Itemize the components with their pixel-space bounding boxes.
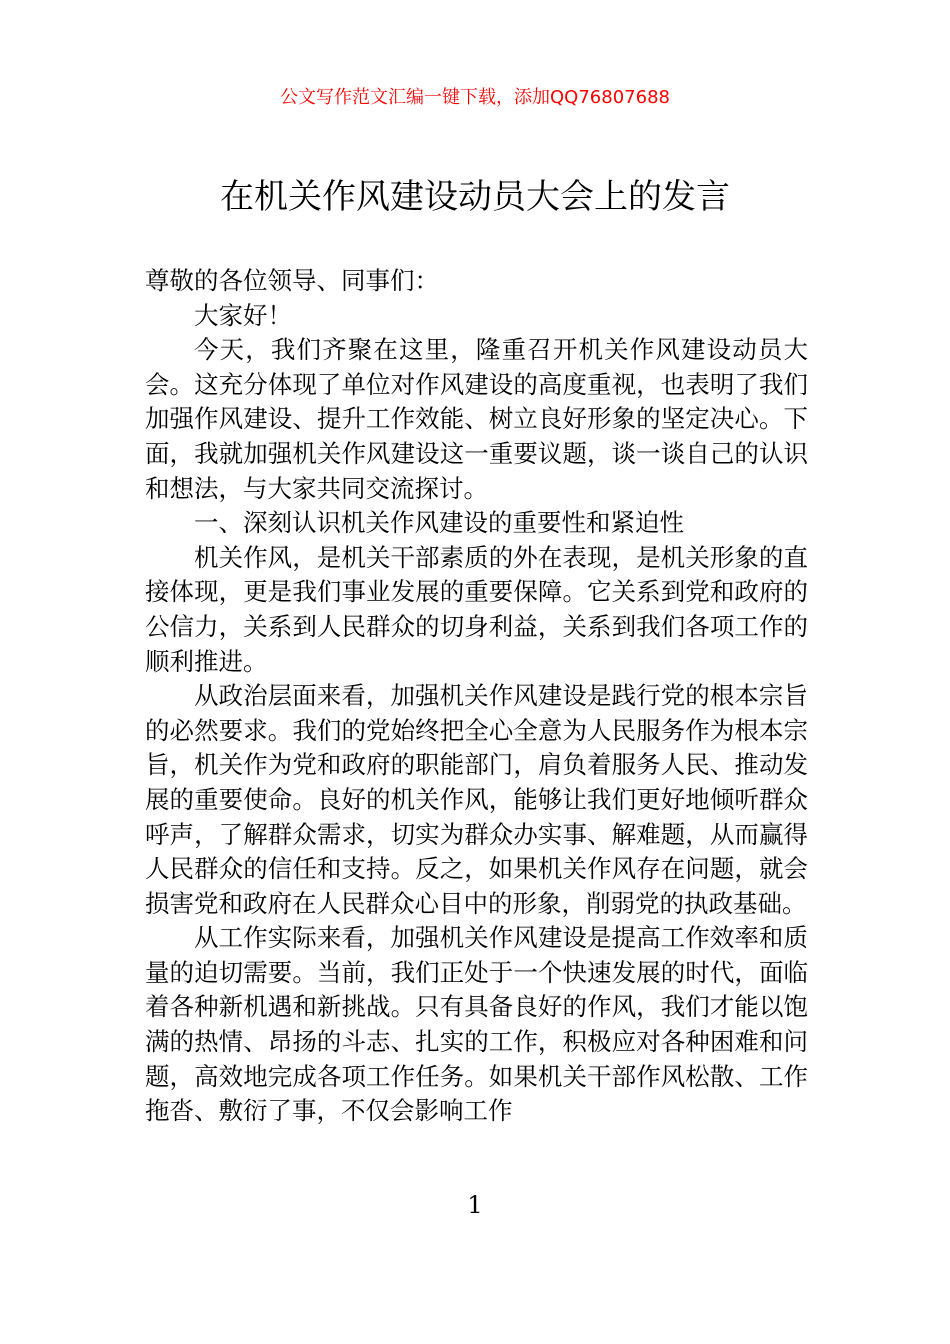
section-heading-1: 一、深刻认识机关作风建设的重要性和紧迫性 [194, 508, 684, 538]
paragraph-greeting: 大家好！ [194, 300, 292, 330]
document-body [145, 264, 808, 1129]
download-banner: 公文写作范文汇编一键下载，添加QQ76807688 [280, 87, 670, 108]
paragraph-intro: 今天，我们齐聚在这里，隆重召开机关作风建设动员大会。这充分体现了单位对作风建设的高度重视，也表明了我们加强作风建设、提升工作效能、树立良好形象的坚定决心。下面，我就加强机关作风建设这一重要议题，谈一谈自己的认识和想法，与大家共同交流探讨。 [145, 335, 808, 503]
paragraph: 从政治层面来看，加强机关作风建设是践行党的根本宗旨的必然要求。我们的党始终把全心全意为人民服务作为根本宗旨，机关作为党和政府的职能部门，肩负着服务人民、推动发展的重要使命。良好的机关作风，能够让我们更好地倾听群众呼声，了解群众需求，切实为群众办实事、解难题，从而赢得人民群众的信任和支持。反之，如果机关作风存在问题，就会损害党和政府在人民群众心目中的形象，削弱党的执政基础。 [145, 681, 808, 918]
paragraph: 从工作实际来看，加强机关作风建设是提高工作效率和质量的迫切需要。当前，我们正处于一个快速发展的时代，面临着各种新机遇和新挑战。只有具备良好的作风，我们才能以饱满的热情、昂扬的斗志、扎实的工作，积极应对各种困难和问题，高效地完成各项工作任务。如果机关干部作风松散、工作拖沓、敷衍了事，不仅会影响工作 [145, 923, 808, 1126]
paragraph: 机关作风，是机关干部素质的外在表现，是机关形象的直接体现，更是我们事业发展的重要保障。它关系到党和政府的公信力，关系到人民群众的切身利益，关系到我们各项工作的顺利推进。 [145, 542, 808, 676]
document-title: 在机关作风建设动员大会上的发言 [220, 177, 730, 217]
salutation: 尊敬的各位领导、同事们： [145, 266, 439, 295]
page-number: 1 [467, 1191, 483, 1219]
